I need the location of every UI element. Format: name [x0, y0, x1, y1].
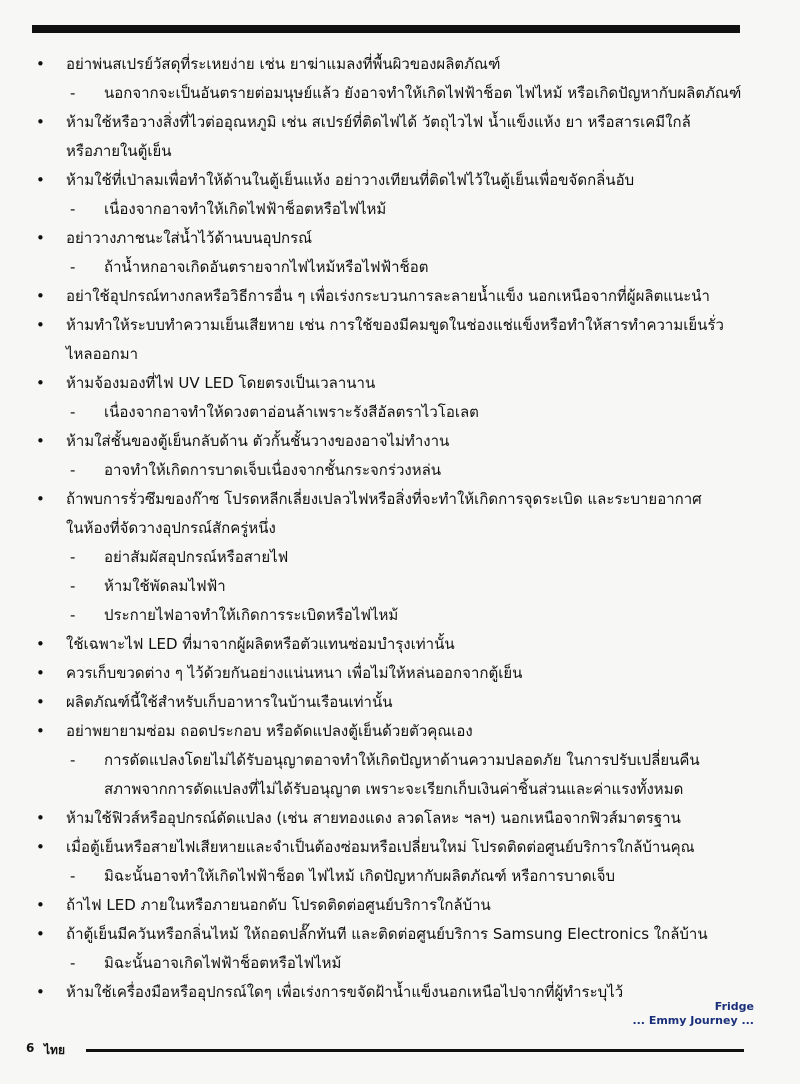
- dash-icon: -: [70, 461, 76, 479]
- sub-item: [30, 543, 775, 572]
- item-text: เนื่องจากอาจทำให้เกิดไฟฟ้าช็อตหรือไฟไหม้: [104, 200, 387, 218]
- continuation-line: [30, 340, 775, 369]
- bullet-icon: •: [36, 809, 45, 827]
- continuation-line: [30, 137, 775, 166]
- bullet-icon: •: [36, 55, 45, 73]
- item-text: ห้ามใช้ฟิวส์หรืออุปกรณ์ดัดแปลง (เช่น สายทองแดง ลวดโลหะ ฯลฯ) นอกเหนือจากฟิวส์มาตรฐาน: [66, 809, 681, 827]
- item-text: ห้ามจ้องมองที่ไฟ UV LED โดยตรงเป็นเวลานาน: [66, 374, 376, 392]
- dash-icon: -: [70, 867, 76, 885]
- bullet-item: [30, 485, 775, 514]
- bullet-icon: •: [36, 432, 45, 450]
- sub-item: [30, 195, 775, 224]
- dash-icon: -: [70, 258, 76, 276]
- sub-item: [30, 79, 775, 108]
- bullet-icon: •: [36, 896, 45, 914]
- item-text: เมื่อตู้เย็นหรือสายไฟเสียหายและจำเป็นต้องซ่อมหรือเปลี่ยนใหม่ โปรดติดต่อศูนย์บริการใกล้บ้านคุณ: [66, 838, 695, 856]
- continuation-line: [30, 775, 775, 804]
- dash-icon: -: [70, 84, 76, 102]
- dash-icon: -: [70, 577, 76, 595]
- bullet-icon: •: [36, 635, 45, 653]
- warning-list: [30, 50, 775, 1007]
- dash-icon: -: [70, 548, 76, 566]
- fridge-label-title: Fridge: [714, 1000, 754, 1013]
- bullet-item: [30, 804, 775, 833]
- bullet-item: [30, 427, 775, 456]
- sub-item: [30, 253, 775, 282]
- item-text: ควรเก็บขวดต่าง ๆ ไว้ด้วยกันอย่างแน่นหนา เพื่อไม่ให้หล่นออกจากตู้เย็น: [66, 664, 523, 682]
- item-text: ถ้าพบการรั่วซึมของก๊าซ โปรดหลีกเลี่ยงเปลวไฟหรือสิ่งที่จะทำให้เกิดการจุดระเบิด และระบายอากาศ: [66, 490, 702, 508]
- dash-icon: -: [70, 954, 76, 972]
- sub-item: [30, 398, 775, 427]
- bullet-icon: •: [36, 983, 45, 1001]
- bullet-icon: •: [36, 113, 45, 131]
- bottom-rule: [86, 1049, 744, 1052]
- item-text: การดัดแปลงโดยไม่ได้รับอนุญาตอาจทำให้เกิดปัญหาด้านความปลอดภัย ในการปรับเปลี่ยนคืน: [104, 751, 700, 769]
- item-text: ใช้เฉพาะไฟ LED ที่มาจากผู้ผลิตหรือตัวแทนซ่อมบำรุงเท่านั้น: [66, 635, 455, 653]
- item-text: ในห้องที่จัดวางอุปกรณ์สักครู่หนึ่ง: [66, 519, 276, 537]
- item-text: นอกจากจะเป็นอันตรายต่อมนุษย์แล้ว ยังอาจทำให้เกิดไฟฟ้าช็อต ไฟไหม้ หรือเกิดปัญหากับผลิตภัณฑ์: [104, 84, 742, 102]
- item-text: ผลิตภัณฑ์นี้ใช้สำหรับเก็บอาหารในบ้านเรือนเท่านั้น: [66, 693, 393, 711]
- item-text: ห้ามใช้เครื่องมือหรืออุปกรณ์ใดๆ เพื่อเร่งการขจัดฝ้าน้ำแข็งนอกเหนือไปจากที่ผู้ทำระบุไว้: [66, 983, 624, 1001]
- item-text: ห้ามทำให้ระบบทำความเย็นเสียหาย เช่น การใช้ของมีคมขูดในช่องแช่แข็งหรือทำให้สารทำความเย็นรั่ว: [66, 316, 724, 334]
- page-language: ไทย: [44, 1043, 65, 1057]
- bullet-icon: •: [36, 925, 45, 943]
- item-text: อย่าพ่นสเปรย์วัสดุที่ระเหยง่าย เช่น ยาฆ่าแมลงที่พื้นผิวของผลิตภัณฑ์: [66, 55, 501, 73]
- item-text: ห้ามใช้หรือวางสิ่งที่ไวต่ออุณหภูมิ เช่น สเปรย์ที่ติดไฟได้ วัตถุไวไฟ น้ำแข็งแห้ง ยา หรือสารเคมีใกล้: [66, 113, 691, 131]
- bullet-icon: •: [36, 838, 45, 856]
- top-rule: [32, 25, 740, 33]
- bullet-item: [30, 369, 775, 398]
- item-text: ถ้าไฟ LED ภายในหรือภายนอกดับ โปรดติดต่อศูนย์บริการใกล้บ้าน: [66, 896, 491, 914]
- sub-item: [30, 746, 775, 775]
- bullet-item: [30, 717, 775, 746]
- item-text: มิฉะนั้นอาจเกิดไฟฟ้าช็อตหรือไฟไหม้: [104, 954, 342, 972]
- page-footer: [26, 1041, 746, 1061]
- bullet-icon: •: [36, 490, 45, 508]
- sub-item: [30, 456, 775, 485]
- bullet-icon: •: [36, 229, 45, 247]
- bullet-item: [30, 920, 775, 949]
- fridge-label: [632, 1000, 754, 1028]
- bullet-icon: •: [36, 316, 45, 334]
- bullet-item: [30, 630, 775, 659]
- bullet-item: [30, 166, 775, 195]
- item-text: อย่าสัมผัสอุปกรณ์หรือสายไฟ: [104, 548, 289, 566]
- sub-item: [30, 601, 775, 630]
- continuation-line: [30, 514, 775, 543]
- item-text: สภาพจากการดัดแปลงที่ไม่ได้รับอนุญาต เพราะจะเรียกเก็บเงินค่าชิ้นส่วนและค่าแรงทั้งหมด: [104, 780, 684, 798]
- bullet-item: [30, 891, 775, 920]
- bullet-item: [30, 50, 775, 79]
- item-text: ถ้าตู้เย็นมีควันหรือกลิ่นไหม้ ให้ถอดปลั๊กทันที และติดต่อศูนย์บริการ Samsung Electronics ใกล้บ้าน: [66, 925, 708, 943]
- item-text: เนื่องจากอาจทำให้ดวงตาอ่อนล้าเพราะรังสีอัลตราไวโอเลต: [104, 403, 479, 421]
- item-text: ไหลออกมา: [66, 345, 139, 363]
- sub-item: [30, 572, 775, 601]
- item-text: ห้ามใช้พัดลมไฟฟ้า: [104, 577, 226, 595]
- item-text: หรือภายในตู้เย็น: [66, 142, 172, 160]
- bullet-item: [30, 688, 775, 717]
- dash-icon: -: [70, 606, 76, 624]
- bullet-item: [30, 659, 775, 688]
- page-number: 6: [26, 1041, 35, 1055]
- bullet-item: [30, 311, 775, 340]
- bullet-item: [30, 224, 775, 253]
- sub-item: [30, 862, 775, 891]
- sub-item: [30, 949, 775, 978]
- bullet-item: [30, 108, 775, 137]
- item-text: อาจทำให้เกิดการบาดเจ็บเนื่องจากชั้นกระจกร่วงหล่น: [104, 461, 442, 479]
- bullet-icon: •: [36, 664, 45, 682]
- bullet-icon: •: [36, 171, 45, 189]
- bullet-item: [30, 833, 775, 862]
- fridge-label-subtitle: ... Emmy Journey ...: [632, 1014, 754, 1027]
- item-text: ห้ามใช้ที่เป่าลมเพื่อทำให้ด้านในตู้เย็นแห้ง อย่าวางเทียนที่ติดไฟไว้ในตู้เย็นเพื่อขจัดกลิ่นอับ: [66, 171, 635, 189]
- item-text: มิฉะนั้นอาจทำให้เกิดไฟฟ้าช็อต ไฟไหม้ เกิดปัญหากับผลิตภัณฑ์ หรือการบาดเจ็บ: [104, 867, 616, 885]
- item-text: ห้ามใส่ชั้นของตู้เย็นกลับด้าน ตัวกั้นชั้นวางของอาจไม่ทำงาน: [66, 432, 450, 450]
- item-text: อย่าวางภาชนะใส่น้ำไว้ด้านบนอุปกรณ์: [66, 229, 313, 247]
- bullet-item: [30, 282, 775, 311]
- bullet-icon: •: [36, 287, 45, 305]
- dash-icon: -: [70, 200, 76, 218]
- item-text: อย่าพยายามซ่อม ถอดประกอบ หรือดัดแปลงตู้เย็นด้วยตัวคุณเอง: [66, 722, 473, 740]
- item-text: ประกายไฟอาจทำให้เกิดการระเบิดหรือไฟไหม้: [104, 606, 399, 624]
- dash-icon: -: [70, 403, 76, 421]
- item-text: อย่าใช้อุปกรณ์ทางกลหรือวิธีการอื่น ๆ เพื่อเร่งกระบวนการละลายน้ำแข็ง นอกเหนือจากที่ผู้ผลิตแนะนำ: [66, 287, 710, 305]
- bullet-icon: •: [36, 722, 45, 740]
- dash-icon: -: [70, 751, 76, 769]
- item-text: ถ้าน้ำหกอาจเกิดอันตรายจากไฟไหม้หรือไฟฟ้าช็อต: [104, 258, 429, 276]
- bullet-icon: •: [36, 693, 45, 711]
- bullet-icon: •: [36, 374, 45, 392]
